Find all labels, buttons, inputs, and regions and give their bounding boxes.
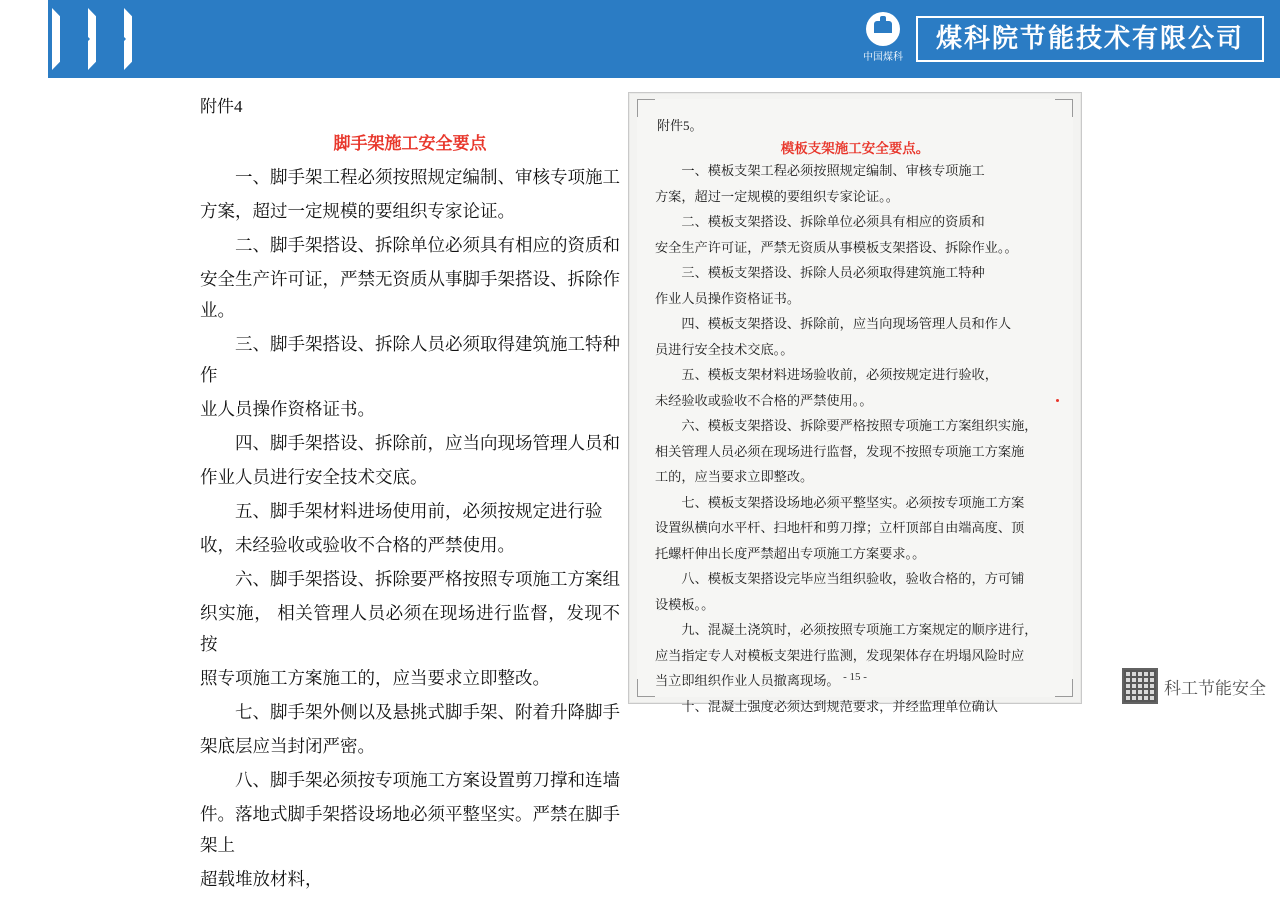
right-document-body <box>655 159 1059 720</box>
chevron-inner-2 <box>96 8 126 70</box>
company-logo <box>852 12 914 66</box>
right-document-page <box>637 99 1073 714</box>
right-paragraph: 九、混凝土浇筑时，必须按照专项施工方案规定的顺序进行， <box>681 622 1038 637</box>
right-paragraph: 一、模板支架工程必须按照规定编制、审核专项施工 <box>681 163 985 178</box>
left-paragraph: 一、脚手架工程必须按照规定编制、审核专项施工 <box>235 167 620 187</box>
left-paragraph: 三、脚手架搭设、拆除人员必须取得建筑施工特种作 <box>200 334 620 385</box>
crop-mark <box>637 696 655 697</box>
crop-mark <box>1055 99 1073 100</box>
right-paragraph: 四、模板支架搭设、拆除前，应当向现场管理人员和作人 <box>681 316 1012 331</box>
right-paragraph: 二、模板支架搭设、拆除单位必须具有相应的资质和 <box>681 214 985 229</box>
page-number: - 15 - <box>843 671 867 683</box>
right-paragraph: 设置纵横向水平杆、扫地杆和剪刀撑；立杆顶部自由端高度、顶 <box>655 520 1025 535</box>
right-paragraph: 应当指定专人对模板支架进行监测，发现架体存在坍塌风险时应 <box>655 647 1025 663</box>
right-paragraph: 员进行安全技术交底。。 <box>655 341 794 357</box>
slide-header <box>0 0 1280 78</box>
left-paragraph: 照专项施工方案施工的，应当要求立即整改。 <box>200 668 550 688</box>
left-paragraph: 八、脚手架必须按专项施工方案设置剪刀撑和连墙 <box>235 770 620 790</box>
left-paragraph: 作业人员进行安全技术交底。 <box>200 467 428 487</box>
chevron-inner-1 <box>60 8 90 70</box>
right-paragraph: 作业人员操作资格证书。 <box>655 290 801 306</box>
annotation-dot <box>1056 399 1059 402</box>
left-paragraph: 方案，超过一定规模的要组织专家论证。 <box>200 201 515 221</box>
left-paragraph: 六、脚手架搭设、拆除要严格按照专项施工方案组 <box>235 569 620 589</box>
company-name: 煤科院节能技术有限公司 <box>935 24 1244 54</box>
left-paragraph: 件。落地式脚手架搭设场地必须平整坚实。严禁在脚手架上 <box>200 804 620 855</box>
crop-mark <box>637 99 638 117</box>
left-attachment-label: 附件4 <box>200 97 243 116</box>
left-paragraph: 架底层应当封闭严密。 <box>200 736 375 756</box>
left-paragraph: 四、脚手架搭设、拆除前，应当向现场管理人员和 <box>235 433 620 453</box>
right-paragraph: 五、模板支架材料进场验收前，必须按规定进行验收， <box>681 367 998 382</box>
wechat-account-name: 科工节能安全 <box>1164 678 1266 699</box>
right-paragraph: 当立即组织作业人员撤离现场。 <box>655 673 840 688</box>
right-paragraph: 相关管理人员必须在现场进行监督，发现不按照专项施工方案施 <box>655 443 1025 459</box>
left-paragraph: 七、脚手架外侧以及悬挑式脚手架、附着升降脚手 <box>235 702 620 722</box>
left-paragraph: 安全生产许可证，严禁无资质从事脚手架搭设、拆除作业。 <box>200 269 620 320</box>
right-attachment-label: 附件5。 <box>657 118 703 133</box>
right-document-title: 模板支架施工安全要点。 <box>780 141 930 156</box>
right-paragraph: 托螺杆伸出长度严禁超出专项施工方案要求。。 <box>655 545 926 561</box>
right-paragraph: 六、模板支架搭设、拆除要严格按照专项施工方案组织实施， <box>681 418 1038 433</box>
coal-logo-icon <box>866 12 900 46</box>
company-name-box <box>916 16 1264 62</box>
right-paragraph: 八、模板支架搭设完毕应当组织验收，验收合格的，方可铺 <box>681 571 1025 586</box>
right-paragraph: 设模板。。 <box>655 596 715 612</box>
header-white-stripe <box>0 0 48 78</box>
left-paragraph: 五、脚手架材料进场使用前，必须按规定进行验 <box>235 501 603 521</box>
right-paragraph: 七、模板支架搭设场地必须平整坚实。必须按专项施工方案 <box>681 494 1025 510</box>
left-document-title: 脚手架施工安全要点 <box>333 134 487 153</box>
right-paragraph: 安全生产许可证，严禁无资质从事模板支架搭设、拆除作业。。 <box>655 239 1018 255</box>
crop-mark <box>637 99 655 100</box>
logo-label: 中国煤科 <box>863 52 903 63</box>
wechat-watermark <box>1122 668 1266 704</box>
right-paragraph: 三、模板支架搭设、拆除人员必须取得建筑施工特种 <box>681 265 985 280</box>
right-paragraph: 十、混凝土强度必须达到规范要求，并经监理单位确认 <box>681 698 998 714</box>
left-paragraph: 收，未经验收或验收不合格的严禁使用。 <box>200 535 515 555</box>
right-paragraph: 工的，应当要求立即整改。 <box>655 469 814 484</box>
left-paragraph: 超载堆放材料， <box>200 869 323 889</box>
crop-mark <box>1072 99 1073 117</box>
chevron-inner-3 <box>132 8 162 70</box>
left-paragraph: 织实施， 相关管理人员必须在现场进行监督，发现不按 <box>200 603 620 654</box>
left-paragraph: 业人员操作资格证书。 <box>200 399 375 419</box>
right-paragraph: 未经验收或验收不合格的严禁使用。。 <box>655 392 873 408</box>
left-paragraph: 二、脚手架搭设、拆除单位必须具有相应的资质和 <box>235 235 620 255</box>
left-document <box>200 95 620 898</box>
right-document <box>628 92 1082 714</box>
right-paragraph: 方案，超过一定规模的要组织专家论证。。 <box>655 188 899 204</box>
qr-code-icon <box>1122 668 1158 704</box>
